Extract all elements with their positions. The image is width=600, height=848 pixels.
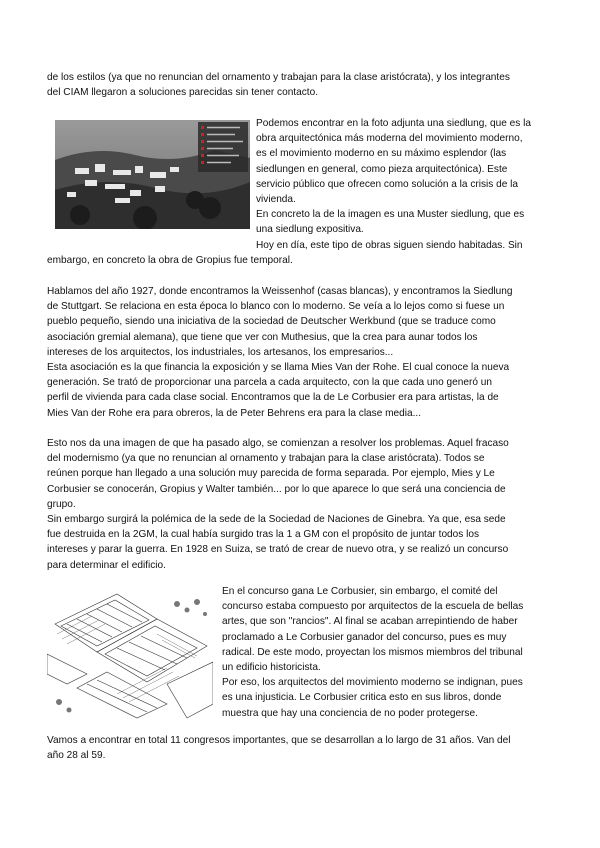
- paragraph-weissenhof: [47, 284, 559, 421]
- text-line: grupo.: [47, 498, 76, 510]
- text-line: una siedlung expositiva.: [256, 224, 364, 236]
- text-line: artes, que son "rancios". Al final se acaban arrepintiendo de haber: [222, 616, 518, 628]
- text-line: obra arquitectónica más moderna del movimiento moderno,: [256, 133, 523, 145]
- text-line: de los estilos (ya que no renuncian del ornamento y trabajan para la clase aristócrata), y los integrantes: [47, 72, 510, 83]
- text-line: del modernismo (ya que no renuncian al ornamento y trabajan para la clase aristócrata). Todos se: [47, 453, 485, 465]
- paragraph-siedlung-continued: [47, 253, 559, 268]
- text-line: intereses de los arquitectos, los industriales, los artesanos, los empresarios...: [47, 346, 394, 358]
- text-line: vivienda.: [256, 194, 296, 206]
- paragraph-concurso: [222, 584, 560, 721]
- text-line: es el movimiento moderno en su máximo esplendor (las: [256, 148, 507, 160]
- text-line: de Stuttgart. Se relaciona en esta época lo blanco con lo moderno. Se veía a lo lejos como si fuese un: [47, 301, 505, 313]
- text-line: radical. De este modo, proyectan los mismos miembros del tribunal: [222, 646, 523, 658]
- text-line: para determinar el edificio.: [47, 559, 166, 571]
- text-line: concurso estaba compuesto por arquitectos de la escuela de bellas: [222, 601, 524, 613]
- paragraph-modernismo: [47, 436, 559, 512]
- text-line: reúnen porque han llegado a una solución muy parecida de forma separada. Por ejemplo, Mies y Le: [47, 468, 495, 480]
- text-line: Podemos encontrar en la foto adjunta una siedlung, que es la: [256, 118, 531, 129]
- text-line: generación. Se trató de proporcionar una parcela a cada arquitecto, con la que cada uno generó un: [47, 377, 492, 389]
- text-line: año 28 al 59.: [47, 750, 106, 762]
- paragraph-siedlung: [256, 116, 561, 253]
- text-line: Esto nos da una imagen de que ha pasado algo, se comienzan a resolver los problemas. Aquel fracaso: [47, 438, 509, 449]
- league-of-nations-plan-drawing: [47, 584, 213, 719]
- text-line: es una injusticia. Le Corbusier critica esto en sus libros, donde: [222, 692, 502, 704]
- text-line: En el concurso gana Le Corbusier, sin embargo, el comité del: [222, 586, 498, 597]
- text-line: pueblo pequeño, siendo una iniciativa de la sociedad de Deutscher Werkbund (que se traduce como: [47, 316, 496, 328]
- text-line: proclamado a Le Corbusier ganador del concurso, pues es muy: [222, 631, 507, 643]
- text-line: embargo, en concreto la obra de Gropius fue temporal.: [47, 255, 293, 266]
- text-line: un edificio historicista.: [222, 662, 321, 674]
- text-line: Sin embargo surgirá la polémica de la sede de la Sociedad de Naciones de Ginebra. Ya que, esa sede: [47, 514, 506, 525]
- text-line: En concreto la de la imagen es una Muster siedlung, que es: [256, 209, 525, 221]
- text-line: servicio público que ofrecen como solución a la crisis de la: [256, 178, 519, 190]
- text-line: asociación gremial alemana), que tiene que ver con Muthesius, que la crea para aunar todos los: [47, 331, 478, 343]
- paragraph-ginebra: [47, 512, 559, 573]
- text-line: del CIAM llegaron a soluciones parecidas sin tener contacto.: [47, 87, 318, 99]
- text-line: Vamos a encontrar en total 11 congresos importantes, que se desarrollan a lo largo de 31 años. Van del: [47, 735, 511, 746]
- siedlung-photo: [55, 120, 250, 229]
- text-line: Mies Van der Rohe era para obreros, la de Peter Behrens era para la clase media...: [47, 407, 422, 419]
- text-line: Por eso, los arquitectos del movimiento moderno se indignan, pues: [222, 677, 523, 689]
- text-line: fue destruida en la 2GM, la cual había surgido tras la 1 a GM con el propósito de juntar todos los: [47, 529, 480, 541]
- text-line: Esta asociación es la que financia la exposición y se llama Mies Van der Rohe. El cual conoce la nueva: [47, 362, 510, 374]
- text-line: Corbusier se conocerán, Gropius y Walter también... por lo que aparece lo que será una conciencia de: [47, 483, 506, 495]
- text-line: Hablamos del año 1927, donde encontramos la Weissenhof (casas blancas), y encontramos la Siedlung: [47, 286, 513, 297]
- text-line: siedlungen en general, como pieza arquitectónica). Este: [256, 163, 508, 175]
- paragraph-intro: [47, 70, 559, 100]
- text-line: perfil de vivienda para cada clase social. Encontramos que la de Le Corbusier era para artistas, la de: [47, 392, 499, 404]
- paragraph-congresos: [47, 733, 559, 763]
- text-line: Hoy en día, este tipo de obras siguen siendo habitadas. Sin: [256, 239, 523, 251]
- text-line: intereses y parar la guerra. En 1928 en Suiza, se trató de crear de nuevo otra, y se realizó un concurso: [47, 544, 509, 556]
- text-line: muestra que hay una conciencia de no poder protegerse.: [222, 707, 478, 719]
